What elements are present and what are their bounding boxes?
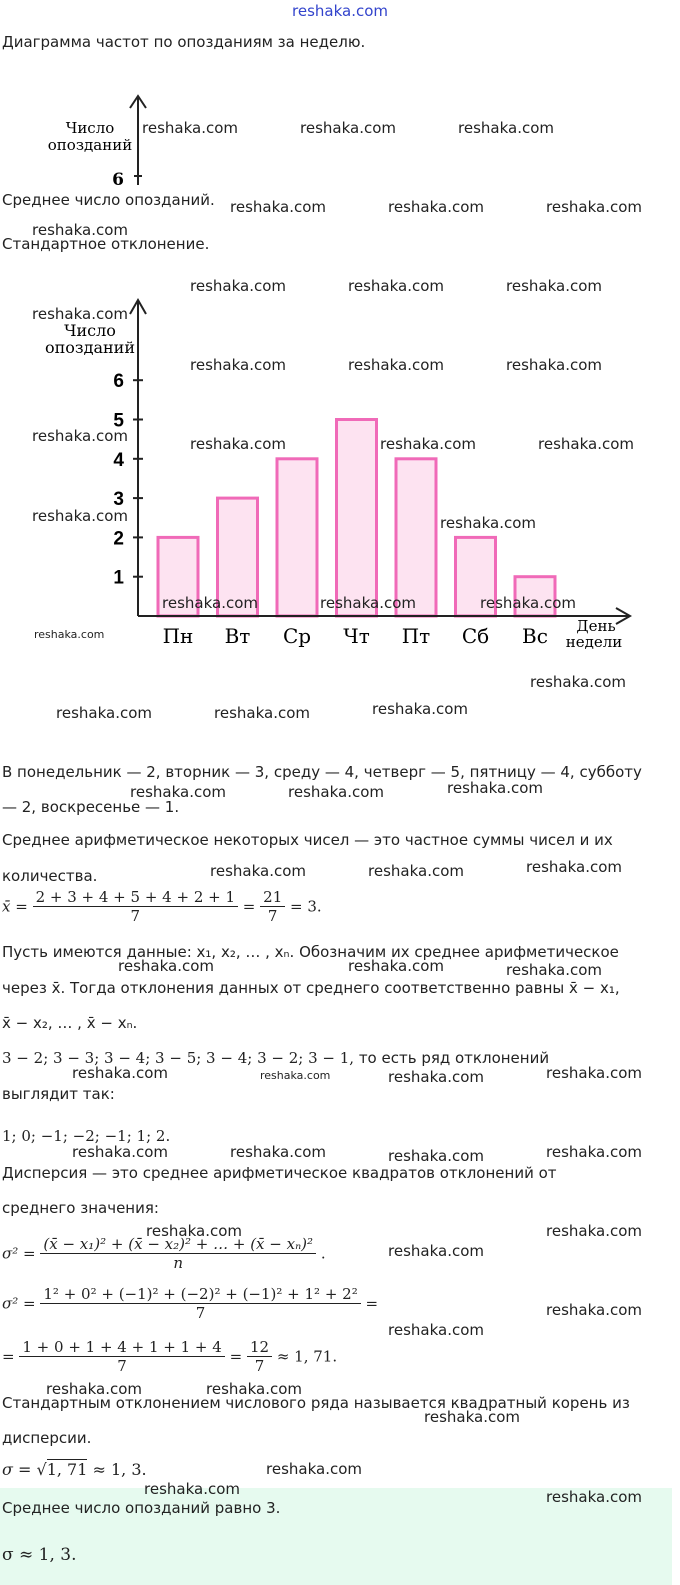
x-tick-label-Вт: Вт	[224, 624, 251, 648]
watermark: reshaka.com	[260, 1069, 331, 1082]
watermark: reshaka.com	[506, 277, 602, 295]
small-chart-tick-label: 6	[112, 170, 124, 185]
task-line-3: Стандартное отклонение.	[2, 235, 210, 253]
watermark: reshaka.com	[130, 783, 226, 801]
chart-ylabel-1: Число	[64, 321, 116, 340]
mean-numerator-2: 21	[260, 888, 285, 907]
mean-equals: =	[242, 897, 256, 916]
watermark: reshaka.com	[72, 1064, 168, 1082]
y-tick-label-3: 3	[113, 489, 124, 511]
solution-p3b: через x̄. Тогда отклонения данных от среднего соответственно равны x̄ − x₁,	[2, 979, 620, 997]
watermark: reshaka.com	[190, 277, 286, 295]
x-tick-label-Пн: Пн	[162, 624, 194, 648]
mean-numerator: 2 + 3 + 4 + 5 + 4 + 2 + 1	[33, 888, 238, 907]
variance3-denominator: 7	[117, 1357, 127, 1375]
watermark: reshaka.com	[388, 1068, 484, 1086]
small-chart-ylabel-1: Число	[65, 119, 115, 137]
deviation-tail: то есть ряд отклонений	[354, 1049, 550, 1067]
watermark: reshaka.com	[348, 957, 444, 975]
variance3-result: ≈ 1, 71.	[276, 1347, 338, 1366]
solution-p3a: Пусть имеются данные: x₁, x₂, … , xₙ. Обозначим их среднее арифметическое	[2, 943, 619, 961]
variance2-denominator: 7	[195, 1304, 206, 1322]
watermark: reshaka.com	[348, 277, 444, 295]
variance-lhs: σ² =	[2, 1244, 36, 1263]
y-tick-label-4: 4	[113, 449, 124, 471]
solution-p2b: количества.	[2, 867, 98, 885]
x-tick-label-Сб: Сб	[461, 624, 490, 648]
watermark: reshaka.com	[372, 700, 468, 718]
mean-result: = 3.	[290, 897, 322, 916]
bar-Ср	[277, 459, 317, 616]
variance3-equals: =	[229, 1347, 243, 1366]
sigma-result: ≈ 1, 3.	[87, 1460, 147, 1479]
y-tick-label-6: 6	[113, 371, 124, 393]
watermark: reshaka.com	[72, 1143, 168, 1161]
x-tick-label-Чт: Чт	[343, 624, 370, 648]
task-line-2: Среднее число опозданий.	[2, 191, 215, 209]
sigma-lhs: σ =	[2, 1460, 37, 1479]
watermark: reshaka.com	[546, 198, 642, 216]
x-tick-label-Пт: Пт	[401, 624, 431, 648]
watermark: reshaka.com	[144, 1480, 240, 1498]
bar-Пт	[396, 459, 436, 616]
solution-p6a: Стандартным отклонением числового ряда называется квадратный корень из	[2, 1394, 630, 1412]
site-header-link[interactable]: reshaka.com	[292, 2, 388, 20]
mean-lhs: x̄ =	[2, 897, 28, 916]
x-tick-label-Вс: Вс	[522, 624, 548, 648]
variance3-denominator-2: 7	[254, 1357, 265, 1375]
watermark: reshaka.com	[230, 1143, 326, 1161]
watermark: reshaka.com	[546, 1064, 642, 1082]
watermark: reshaka.com	[162, 594, 258, 612]
x-tick-label-Ср: Ср	[282, 624, 312, 648]
watermark: reshaka.com	[206, 1380, 302, 1398]
deviation-series: 1; 0; −1; −2; −1; 1; 2.	[2, 1127, 171, 1145]
variance2-numerator: 1² + 0² + (−1)² + (−2)² + (−1)² + 1² + 2²	[40, 1285, 360, 1304]
solution-p4: выглядит так:	[2, 1085, 115, 1103]
solution-p1: В понедельник — 2, вторник — 3, среду — 4, четверг — 5, пятницу — 4, субботу	[2, 763, 642, 781]
watermark: reshaka.com	[388, 1321, 484, 1339]
deviation-expression: 3 − 2; 3 − 3; 3 − 4; 3 − 5; 3 − 4; 3 − 2; 3 − 1,	[2, 1049, 355, 1067]
solution-p5a: Дисперсия — это среднее арифметическое квадратов отклонений от	[2, 1164, 557, 1182]
variance2-lhs: σ² =	[2, 1294, 36, 1313]
watermark: reshaka.com	[32, 305, 128, 323]
chart-ylabel-2: опозданий	[44, 338, 136, 357]
watermark: reshaka.com	[546, 1222, 642, 1240]
watermark: reshaka.com	[380, 435, 476, 453]
watermark: reshaka.com	[146, 1222, 242, 1240]
y-tick-label-5: 5	[113, 410, 124, 432]
watermark: reshaka.com	[546, 1143, 642, 1161]
chart-xlabel-2: недели	[565, 633, 623, 651]
watermark: reshaka.com	[34, 628, 105, 641]
watermark: reshaka.com	[447, 779, 543, 797]
y-tick-label-2: 2	[113, 528, 124, 550]
bar-Чт	[337, 420, 377, 617]
watermark: reshaka.com	[440, 514, 536, 532]
mean-denominator-2: 7	[267, 907, 278, 925]
watermark: reshaka.com	[32, 221, 128, 239]
variance2-equals: =	[365, 1294, 379, 1313]
watermark: reshaka.com	[300, 119, 396, 137]
watermark: reshaka.com	[546, 1301, 642, 1319]
watermark: reshaka.com	[348, 356, 444, 374]
watermark: reshaka.com	[424, 1408, 520, 1426]
variance-calc-2	[2, 1338, 337, 1375]
answer-line-2: σ ≈ 1, 3.	[2, 1545, 77, 1565]
watermark: reshaka.com	[56, 704, 152, 722]
watermark: reshaka.com	[214, 704, 310, 722]
solution-p2a: Среднее арифметическое некоторых чисел — это частное суммы чисел и их	[2, 831, 613, 849]
variance-dot: .	[320, 1244, 326, 1263]
chart-xlabel-1: День	[576, 617, 616, 635]
watermark: reshaka.com	[538, 435, 634, 453]
watermark: reshaka.com	[546, 1488, 642, 1506]
solution-p6b: дисперсии.	[2, 1429, 92, 1447]
solution-p1b: — 2, воскресенье — 1.	[2, 798, 180, 816]
variance3-lhs: =	[2, 1347, 15, 1366]
variance-calc-1	[2, 1285, 378, 1322]
sqrt-icon: √	[36, 1460, 47, 1479]
watermark: reshaka.com	[480, 594, 576, 612]
watermark: reshaka.com	[210, 862, 306, 880]
watermark: reshaka.com	[458, 119, 554, 137]
watermark: reshaka.com	[320, 594, 416, 612]
watermark: reshaka.com	[32, 427, 128, 445]
sigma-formula	[2, 1460, 147, 1479]
variance3-numerator: 1 + 0 + 1 + 4 + 1 + 1 + 4	[19, 1338, 224, 1357]
watermark: reshaka.com	[230, 198, 326, 216]
watermark: reshaka.com	[32, 507, 128, 525]
small-chart-ylabel-2: опозданий	[47, 136, 133, 154]
watermark: reshaka.com	[506, 961, 602, 979]
watermark: reshaka.com	[388, 198, 484, 216]
watermark: reshaka.com	[118, 957, 214, 975]
answer-line-1: Среднее число опозданий равно 3.	[2, 1499, 281, 1517]
watermark: reshaka.com	[368, 862, 464, 880]
watermark: reshaka.com	[288, 783, 384, 801]
watermark: reshaka.com	[190, 356, 286, 374]
mean-denominator: 7	[130, 907, 141, 925]
mean-formula	[2, 888, 322, 925]
variance-numerator: (x̄ − x₁)² + (x̄ − x₂)² + … + (x̄ − xₙ)²	[40, 1235, 316, 1254]
variance3-numerator-2: 12	[247, 1338, 272, 1357]
sigma-radicand: 1, 71	[46, 1460, 88, 1479]
watermark: reshaka.com	[388, 1242, 484, 1260]
watermark: reshaka.com	[388, 1147, 484, 1165]
solution-p3c: x̄ − x₂, … , x̄ − xₙ.	[2, 1014, 138, 1032]
watermark: reshaka.com	[526, 858, 622, 876]
solution-p5b: среднего значения:	[2, 1199, 159, 1217]
watermark: reshaka.com	[190, 435, 286, 453]
watermark: reshaka.com	[506, 356, 602, 374]
watermark: reshaka.com	[142, 119, 238, 137]
task-line-1: Диаграмма частот по опозданиям за неделю.	[2, 33, 366, 51]
watermark: reshaka.com	[530, 673, 626, 691]
watermark: reshaka.com	[266, 1460, 362, 1478]
variance-denominator: n	[173, 1254, 184, 1272]
small-chart	[0, 90, 160, 185]
watermark: reshaka.com	[46, 1380, 142, 1398]
y-tick-label-1: 1	[113, 567, 124, 589]
variance-formula	[2, 1235, 326, 1272]
